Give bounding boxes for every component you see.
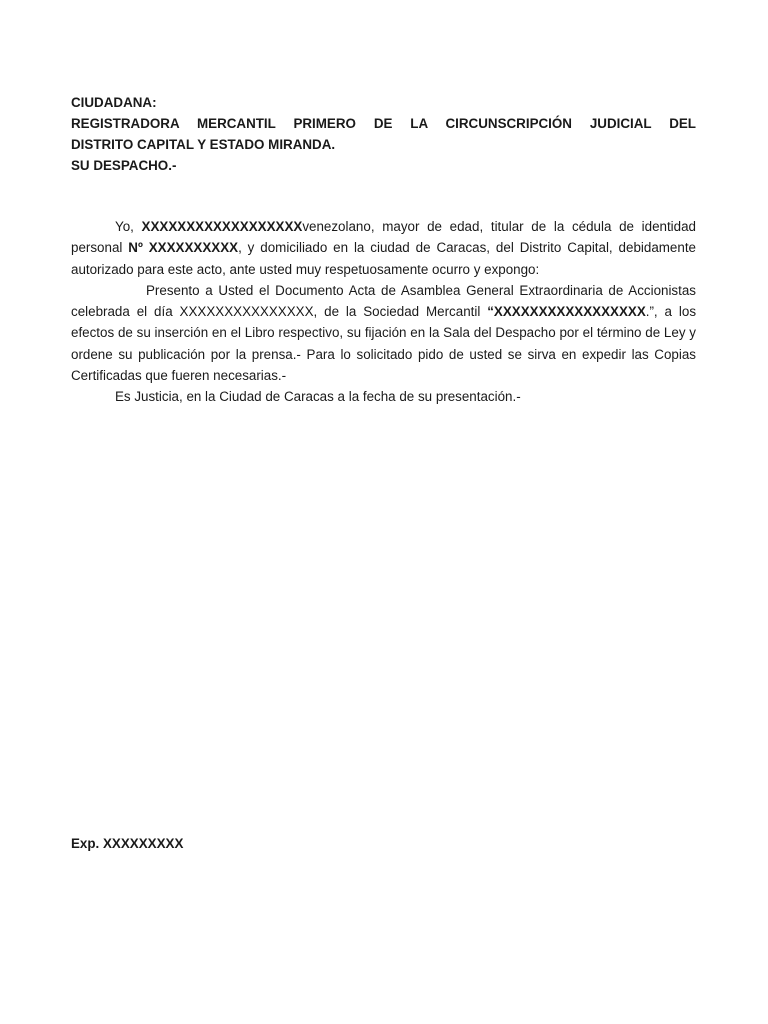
petitioner-description: venezolano, mayor de edad, titular de la cédula de identidad personal — [71, 219, 696, 256]
petitioner-details: , y domiciliado en la ciudad de Caracas, del Distrito Capital, debidamente autorizado para este acto, ante usted muy respetuosamente ocurro y expongo: — [71, 240, 696, 277]
request-lead: Presento a Usted el Documento Acta de Asamblea General Extraordinaria de Accionistas celebrada el día XXXXXXXXXXXXXXX, de la Sociedad Mercantil — [71, 282, 696, 320]
addressee-despacho: SU DESPACHO.- — [71, 158, 177, 173]
petitioner-id-number: Nº XXXXXXXXXX — [128, 240, 239, 256]
addressee-jurisdiction: DISTRITO CAPITAL Y ESTADO MIRANDA. — [71, 137, 336, 152]
request-paragraph — [71, 280, 696, 386]
addressee-salutation: CIUDADANA: — [71, 95, 157, 110]
closing-paragraph: Es Justicia, en la Ciudad de Caracas a la fecha de su presentación.- — [115, 389, 521, 405]
expediente-number: Exp. XXXXXXXXX — [71, 836, 184, 851]
addressee-office: REGISTRADORA MERCANTIL PRIMERO DE LA CIRCUNSCRIPCIÓN JUDICIAL DEL — [71, 116, 696, 131]
petition-body — [71, 216, 696, 408]
addressee-block — [71, 92, 696, 176]
company-name: “XXXXXXXXXXXXXXXXX — [487, 304, 646, 320]
petitioner-paragraph — [71, 216, 696, 280]
request-details: .”, a los efectos de su inserción en el Libro respectivo, su fijación en la Sala del Despacho por el término de Ley y ordene su publicación por la prensa.- Para lo solicitado pido de usted se sirva en expedir las Copias Certificadas que fueren necesarias.- — [71, 304, 697, 384]
petitioner-name: XXXXXXXXXXXXXXXXXX — [141, 219, 303, 234]
petitioner-lead: Yo, — [115, 219, 142, 234]
